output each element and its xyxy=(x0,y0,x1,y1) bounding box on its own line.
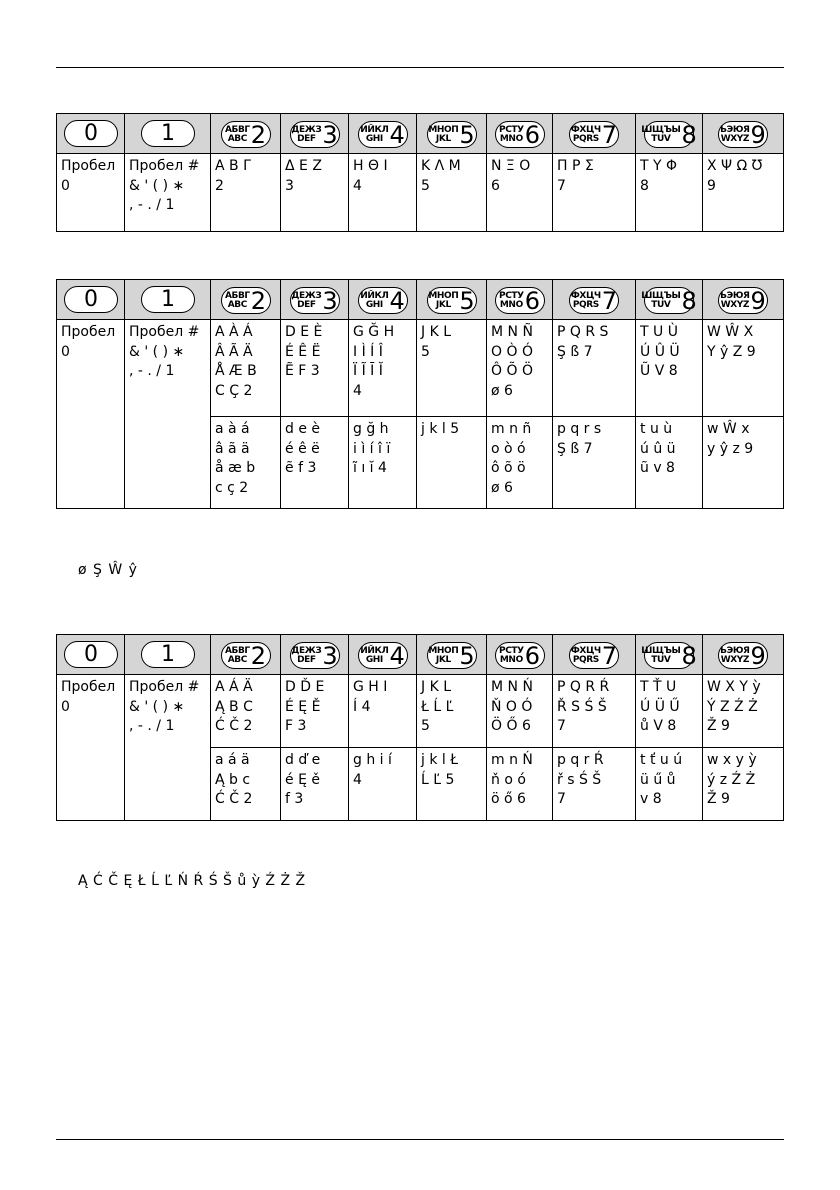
key-0: 0 xyxy=(57,114,125,154)
key-6: РСТУ MNO 6 xyxy=(487,635,553,675)
key-3: ДЕЖЗ DEF 3 xyxy=(281,635,349,675)
table-cell: w x y ỳ ý z Ź Ż Ž 9 xyxy=(703,748,784,821)
key-5: МНОП JKL 5 xyxy=(417,280,487,320)
table-cell: T U Ù Ú Û Ü Ũ V 8 xyxy=(636,320,703,417)
table-cell: W Ŵ X Y ŷ Z 9 xyxy=(703,320,784,417)
key-6: РСТУ MNO 6 xyxy=(487,280,553,320)
table-row xyxy=(57,320,784,417)
key-7: ФХЦЧ PQRS 7 xyxy=(553,635,636,675)
table-cell: J K L Ł Ĺ Ľ 5 xyxy=(417,675,487,748)
table-cell: w Ŵ x y ŷ z 9 xyxy=(703,417,784,509)
table-cell: X Ψ Ω Ʊ 9 xyxy=(703,154,784,232)
key-8: ШЩЪЫ TUV 8 xyxy=(636,280,703,320)
key-2: АБВГ ABC 2 xyxy=(211,280,281,320)
table-cell: Пробел # & ' ( ) ∗ , - . / 1 xyxy=(125,675,211,821)
table-cell: Пробел 0 xyxy=(57,154,125,232)
table-cell: m n ñ o ò ó ô õ ö ø 6 xyxy=(487,417,553,509)
table-cell: G H I Í 4 xyxy=(349,675,417,748)
table-cell: K Λ M 5 xyxy=(417,154,487,232)
table-cell: A À Á Â Ã Ä Å Æ B C Ç 2 xyxy=(211,320,281,417)
table-row xyxy=(57,675,784,748)
table-cell: d e è é ê ë ẽ f 3 xyxy=(281,417,349,509)
key-5: МНОП JKL 5 xyxy=(417,114,487,154)
key-0: 0 xyxy=(57,280,125,320)
table-cell: P Q R Ŕ Ř S Ś Š 7 xyxy=(553,675,636,748)
bottom-rule xyxy=(56,1139,784,1140)
key-1: 1 xyxy=(125,114,211,154)
table-cell: P Q R S Ş ß 7 xyxy=(553,320,636,417)
table-cell: a á ä Ą b c Ć Č 2 xyxy=(211,748,281,821)
table-cell: j k l 5 xyxy=(417,417,487,509)
table-cell: p q r s Ş ß 7 xyxy=(553,417,636,509)
key-2: АБВГ ABC 2 xyxy=(211,114,281,154)
key-header-row xyxy=(57,114,784,154)
key-1: 1 xyxy=(125,635,211,675)
table-cell: J K L 5 xyxy=(417,320,487,417)
table-cell: m n Ń ň o ó ö ő 6 xyxy=(487,748,553,821)
extra-characters-note: ø Ş Ŵ ŷ xyxy=(78,562,138,578)
table-cell: Π P Σ 7 xyxy=(553,154,636,232)
key-header-row xyxy=(57,280,784,320)
key-7: ФХЦЧ PQRS 7 xyxy=(553,114,636,154)
key-2: АБВГ ABC 2 xyxy=(211,635,281,675)
table-cell: G Ğ H I Ì Í Î Ï Ĩ Ī Ĭ 4 xyxy=(349,320,417,417)
key-9: ЬЭЮЯ WXYZ 9 xyxy=(703,114,784,154)
table-cell: W X Y ỳ Ý Z Ź Ż Ž 9 xyxy=(703,675,784,748)
table-cell: Δ E Z 3 xyxy=(281,154,349,232)
key-0: 0 xyxy=(57,635,125,675)
table-cell: Пробел # & ' ( ) ∗ , - . / 1 xyxy=(125,320,211,509)
key-1: 1 xyxy=(125,280,211,320)
table-cell: H Θ I 4 xyxy=(349,154,417,232)
key-4: ИЙКЛ GHI 4 xyxy=(349,114,417,154)
key-header-row xyxy=(57,635,784,675)
extra-characters-note: Ą Ć Č Ę Ł Ĺ Ľ Ń Ŕ Ś Š ů ỳ Ź Ż Ž xyxy=(78,873,306,889)
key-5: МНОП JKL 5 xyxy=(417,635,487,675)
table-greek xyxy=(56,113,784,232)
table-cell: j k l Ł Ĺ Ľ 5 xyxy=(417,748,487,821)
table-cell: D E È É Ê Ë Ẽ F 3 xyxy=(281,320,349,417)
table-cell: g h i í 4 xyxy=(349,748,417,821)
key-9: ЬЭЮЯ WXYZ 9 xyxy=(703,280,784,320)
table-cell: Пробел 0 xyxy=(57,675,125,821)
key-3: ДЕЖЗ DEF 3 xyxy=(281,114,349,154)
table-cell: a à á â ã ä å æ b c ç 2 xyxy=(211,417,281,509)
key-8: ШЩЪЫ TUV 8 xyxy=(636,635,703,675)
table-latin-extended xyxy=(56,279,784,509)
table-cell: d ď e é Ę ě f 3 xyxy=(281,748,349,821)
top-rule xyxy=(56,67,784,68)
table-cell: g ğ h i ì í î ï ĩ ı ĭ 4 xyxy=(349,417,417,509)
table-cell: T Ť U Ú Ü Ű ů V 8 xyxy=(636,675,703,748)
key-3: ДЕЖЗ DEF 3 xyxy=(281,280,349,320)
table-cell: D Ď E É Ę Ě F 3 xyxy=(281,675,349,748)
table-row xyxy=(57,154,784,232)
table-cell: Пробел # & ' ( ) ∗ , - . / 1 xyxy=(125,154,211,232)
table-cell: N Ξ O 6 xyxy=(487,154,553,232)
table-cell: Пробел 0 xyxy=(57,320,125,509)
table-cell: p q r Ŕ ř s Ś Š 7 xyxy=(553,748,636,821)
key-7: ФХЦЧ PQRS 7 xyxy=(553,280,636,320)
key-4: ИЙКЛ GHI 4 xyxy=(349,280,417,320)
table-cell: M N Ń Ň O Ó Ö Ő 6 xyxy=(487,675,553,748)
key-9: ЬЭЮЯ WXYZ 9 xyxy=(703,635,784,675)
table-cell: A B Γ 2 xyxy=(211,154,281,232)
table-cell: t u ù ú û ü ũ v 8 xyxy=(636,417,703,509)
table-cell: t ť u ú ü ű ů v 8 xyxy=(636,748,703,821)
key-6: РСТУ MNO 6 xyxy=(487,114,553,154)
key-8: ШЩЪЫ TUV 8 xyxy=(636,114,703,154)
table-cell: T Y Φ 8 xyxy=(636,154,703,232)
table-cell: M N Ñ O Ò Ó Ô Õ Ö ø 6 xyxy=(487,320,553,417)
table-central-european xyxy=(56,634,784,821)
key-4: ИЙКЛ GHI 4 xyxy=(349,635,417,675)
table-cell: A Á Ä Ą B C Ć Č 2 xyxy=(211,675,281,748)
